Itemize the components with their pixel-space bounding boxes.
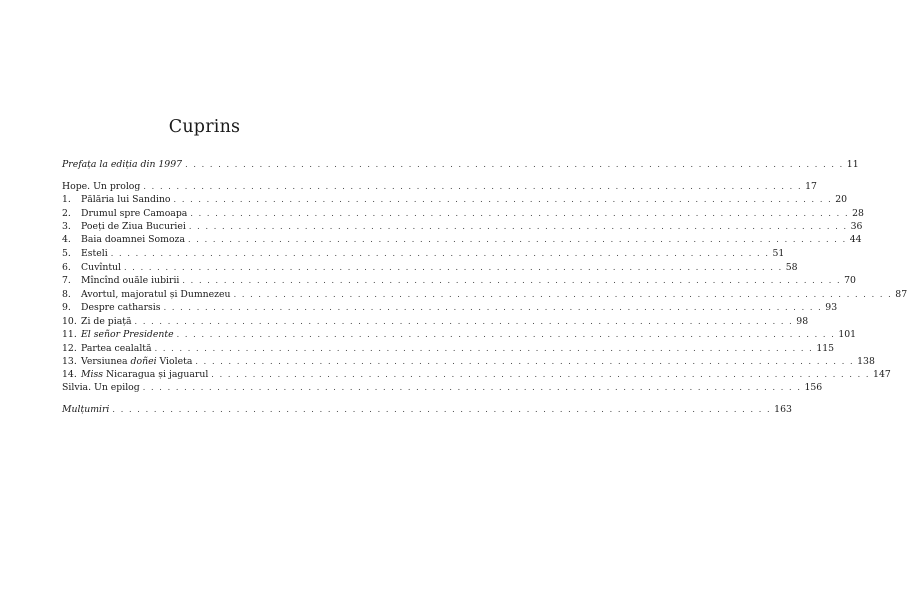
entry-title (81, 356, 192, 367)
toc-entry (62, 356, 875, 368)
page-number: 20 (835, 194, 848, 205)
page-number: 138 (857, 356, 875, 367)
page-number: 115 (816, 343, 835, 354)
entry-title-part: Despre catharsis (81, 302, 161, 313)
dot-leader: . . . . . . . . . . . . . . . . . . . . . . . . . . . . . . . . . . . . . . . . . . . . . . . . . . . . . . . . . . . . . . . . . . . . . . . . . . . . . . . . (176, 330, 836, 339)
dot-leader: . . . . . . . . . . . . . . . . . . . . . . . . . . . . . . . . . . . . . . . . . . . . . . . . . . . . . . . . . . . . . . . . . . . . . . . . . . . . . . . . (233, 290, 893, 299)
page-number: 70 (844, 275, 856, 286)
chapter-number: 3. (62, 221, 71, 232)
chapter-number: 1. (62, 194, 71, 205)
entry-title (81, 194, 171, 205)
chapter-number: 14. (62, 369, 77, 380)
entry-title-part: Versiunea (81, 356, 131, 367)
toc-entry (62, 316, 809, 328)
toc-entry (62, 159, 859, 171)
toc-entry (62, 234, 862, 246)
dot-leader: . . . . . . . . . . . . . . . . . . . . . . . . . . . . . . . . . . . . . . . . . . . . . . . . . . . . . . . . . . . . . . . . . . . . . . . . . . . . . . . . (173, 195, 833, 204)
page-number: 28 (852, 208, 864, 219)
entry-title-part: El señor Presidente (81, 329, 174, 340)
entry-title-part: Esteli (81, 248, 108, 259)
dot-leader: . . . . . . . . . . . . . . . . . . . . . . . . . . . . . . . . . . . . . . . . . . . . . . . . . . . . . . . . . . . . . . . . . . . . . . . . . . . . . . . . (185, 160, 844, 169)
chapter-number: 9. (62, 302, 71, 313)
entry-title (81, 329, 174, 340)
entry-title-part: Mîncînd ouăle iubirii (81, 275, 180, 286)
dot-leader: . . . . . . . . . . . . . . . . . . . . . . . . . . . . . . . . . . . . . . . . . . . . . . . . . . . . . . . . . . . . . . . . . . . . . . . . . . . . . . . . (110, 249, 770, 258)
chapter-number: 13. (62, 356, 77, 367)
dot-leader: . . . . . . . . . . . . . . . . . . . . . . . . . . . . . . . . . . . . . . . . . . . . . . . . . . . . . . . . . . . . . . . . . . . . . . . . . . . . . . . . (188, 235, 847, 244)
toc-entry (62, 181, 817, 193)
entry-title-part: Pălăria lui Sandino (81, 194, 171, 205)
chapter-number: 12. (62, 343, 77, 354)
toc-entry (62, 275, 856, 287)
page-number: 17 (805, 181, 817, 192)
chapter-number: 8. (62, 289, 71, 300)
dot-leader: . . . . . . . . . . . . . . . . . . . . . . . . . . . . . . . . . . . . . . . . . . . . . . . . . . . . . . . . . . . . . . . . . . . . . . . . . . . . . . . . (134, 317, 794, 326)
entry-title (81, 302, 161, 313)
page-number: 11 (846, 159, 859, 170)
dot-leader: . . . . . . . . . . . . . . . . . . . . . . . . . . . . . . . . . . . . . . . . . . . . . . . . . . . . . . . . . . . . . . . . . . . . . . . . . . . . . . . . (195, 357, 855, 366)
entry-title-part: Baia doamnei Somoza (81, 234, 185, 245)
page-number: 87 (895, 289, 907, 300)
entry-title (62, 159, 182, 170)
dot-leader: . . . . . . . . . . . . . . . . . . . . . . . . . . . . . . . . . . . . . . . . . . . . . . . . . . . . . . . . . . . . . . . . . . . . . . . . . . . . . . . . (142, 383, 802, 392)
dot-leader: . . . . . . . . . . . . . . . . . . . . . . . . . . . . . . . . . . . . . . . . . . . . . . . . . . . . . . . . . . . . . . . . . . . . . . . . . . . . . . . . (143, 182, 803, 191)
entry-title-part: Cuvîntul (81, 262, 122, 273)
entry-title-part: Nicaragua și jaguarul (103, 369, 209, 380)
chapter-number: 2. (62, 208, 71, 219)
chapter-number: 4. (62, 234, 71, 245)
chapter-number: 11. (62, 329, 77, 340)
dot-leader: . . . . . . . . . . . . . . . . . . . . . . . . . . . . . . . . . . . . . . . . . . . . . . . . . . . . . . . . . . . . . . . . . . . . . . . . . . . . . . . . (190, 209, 850, 218)
entry-title (62, 404, 109, 415)
entry-title-part: Avortul, majoratul și Dumnezeu (81, 289, 231, 300)
entry-title-part: doñei (130, 356, 157, 367)
entry-title-part: Miss (81, 369, 104, 380)
entry-title-part: Violeta (156, 356, 193, 367)
entry-title (81, 208, 187, 219)
toc-entry (62, 208, 864, 220)
toc-entry (62, 343, 835, 355)
page-number: 36 (850, 221, 863, 232)
toc-entry (62, 404, 792, 416)
page-number: 98 (796, 316, 809, 327)
entry-title-part: Partea cealaltă (81, 343, 152, 354)
page-number: 93 (825, 302, 838, 313)
dot-leader: . . . . . . . . . . . . . . . . . . . . . . . . . . . . . . . . . . . . . . . . . . . . . . . . . . . . . . . . . . . . . . . . . . . . . . . . . . . . . . . . (154, 344, 814, 353)
entry-title (81, 234, 185, 245)
dot-leader: . . . . . . . . . . . . . . . . . . . . . . . . . . . . . . . . . . . . . . . . . . . . . . . . . . . . . . . . . . . . . . . . . . . . . . . . . . . . . . . . (211, 370, 871, 379)
toc-entry (62, 329, 857, 341)
dot-leader: . . . . . . . . . . . . . . . . . . . . . . . . . . . . . . . . . . . . . . . . . . . . . . . . . . . . . . . . . . . . . . . . . . . . . . . . . . . . . . . . (182, 276, 842, 285)
page-number: 101 (838, 329, 857, 340)
page-number: 44 (849, 234, 862, 245)
toc-entry (62, 302, 838, 314)
entry-title (81, 289, 231, 300)
dot-leader: . . . . . . . . . . . . . . . . . . . . . . . . . . . . . . . . . . . . . . . . . . . . . . . . . . . . . . . . . . . . . . . . . . . . . . . . . . . . . . . . (163, 303, 823, 312)
entry-title-part: Mulțumiri (62, 404, 110, 415)
entry-title-part: Hope. Un prolog (62, 181, 141, 192)
entry-title-part: Silvia. Un epilog (62, 382, 140, 393)
entry-title (81, 369, 208, 380)
dot-leader: . . . . . . . . . . . . . . . . . . . . . . . . . . . . . . . . . . . . . . . . . . . . . . . . . . . . . . . . . . . . . . . . . . . . . . . . . . . . . . . . (124, 263, 783, 272)
entry-title (81, 343, 152, 354)
page-number: 51 (772, 248, 785, 259)
toc-entry (62, 248, 785, 260)
page-number: 147 (873, 369, 891, 380)
entry-title (81, 275, 179, 286)
chapter-number: 7. (62, 275, 71, 286)
toc-entry (62, 382, 823, 394)
toc-entry (62, 221, 863, 233)
chapter-number: 5. (62, 248, 71, 259)
page-number: 156 (804, 382, 823, 393)
entry-title (81, 316, 132, 327)
entry-title-part: Zi de piață (81, 316, 132, 327)
entry-title-part: Prefața la ediția din 1997 (62, 159, 183, 170)
page-title: Cuprins (168, 117, 241, 137)
chapter-number: 10. (62, 316, 77, 327)
page-number: 58 (785, 262, 798, 273)
toc-entry (62, 262, 798, 274)
page-number: 163 (774, 404, 792, 415)
entry-title-part: Drumul spre Camoapa (81, 208, 188, 219)
chapter-number: 6. (62, 262, 71, 273)
entry-title (62, 181, 140, 192)
dot-leader: . . . . . . . . . . . . . . . . . . . . . . . . . . . . . . . . . . . . . . . . . . . . . . . . . . . . . . . . . . . . . . . . . . . . . . . . . . . . . . . . (188, 222, 848, 231)
entry-title-part: Poeți de Ziua Bucuriei (81, 221, 186, 232)
entry-title (81, 221, 186, 232)
toc-entry (62, 369, 891, 381)
toc-entry (62, 289, 907, 301)
entry-title (81, 262, 121, 273)
dot-leader: . . . . . . . . . . . . . . . . . . . . . . . . . . . . . . . . . . . . . . . . . . . . . . . . . . . . . . . . . . . . . . . . . . . . . . . . . . . . . . . . (112, 405, 772, 414)
entry-title (62, 382, 140, 393)
toc-entry (62, 194, 848, 206)
entry-title (81, 248, 108, 259)
